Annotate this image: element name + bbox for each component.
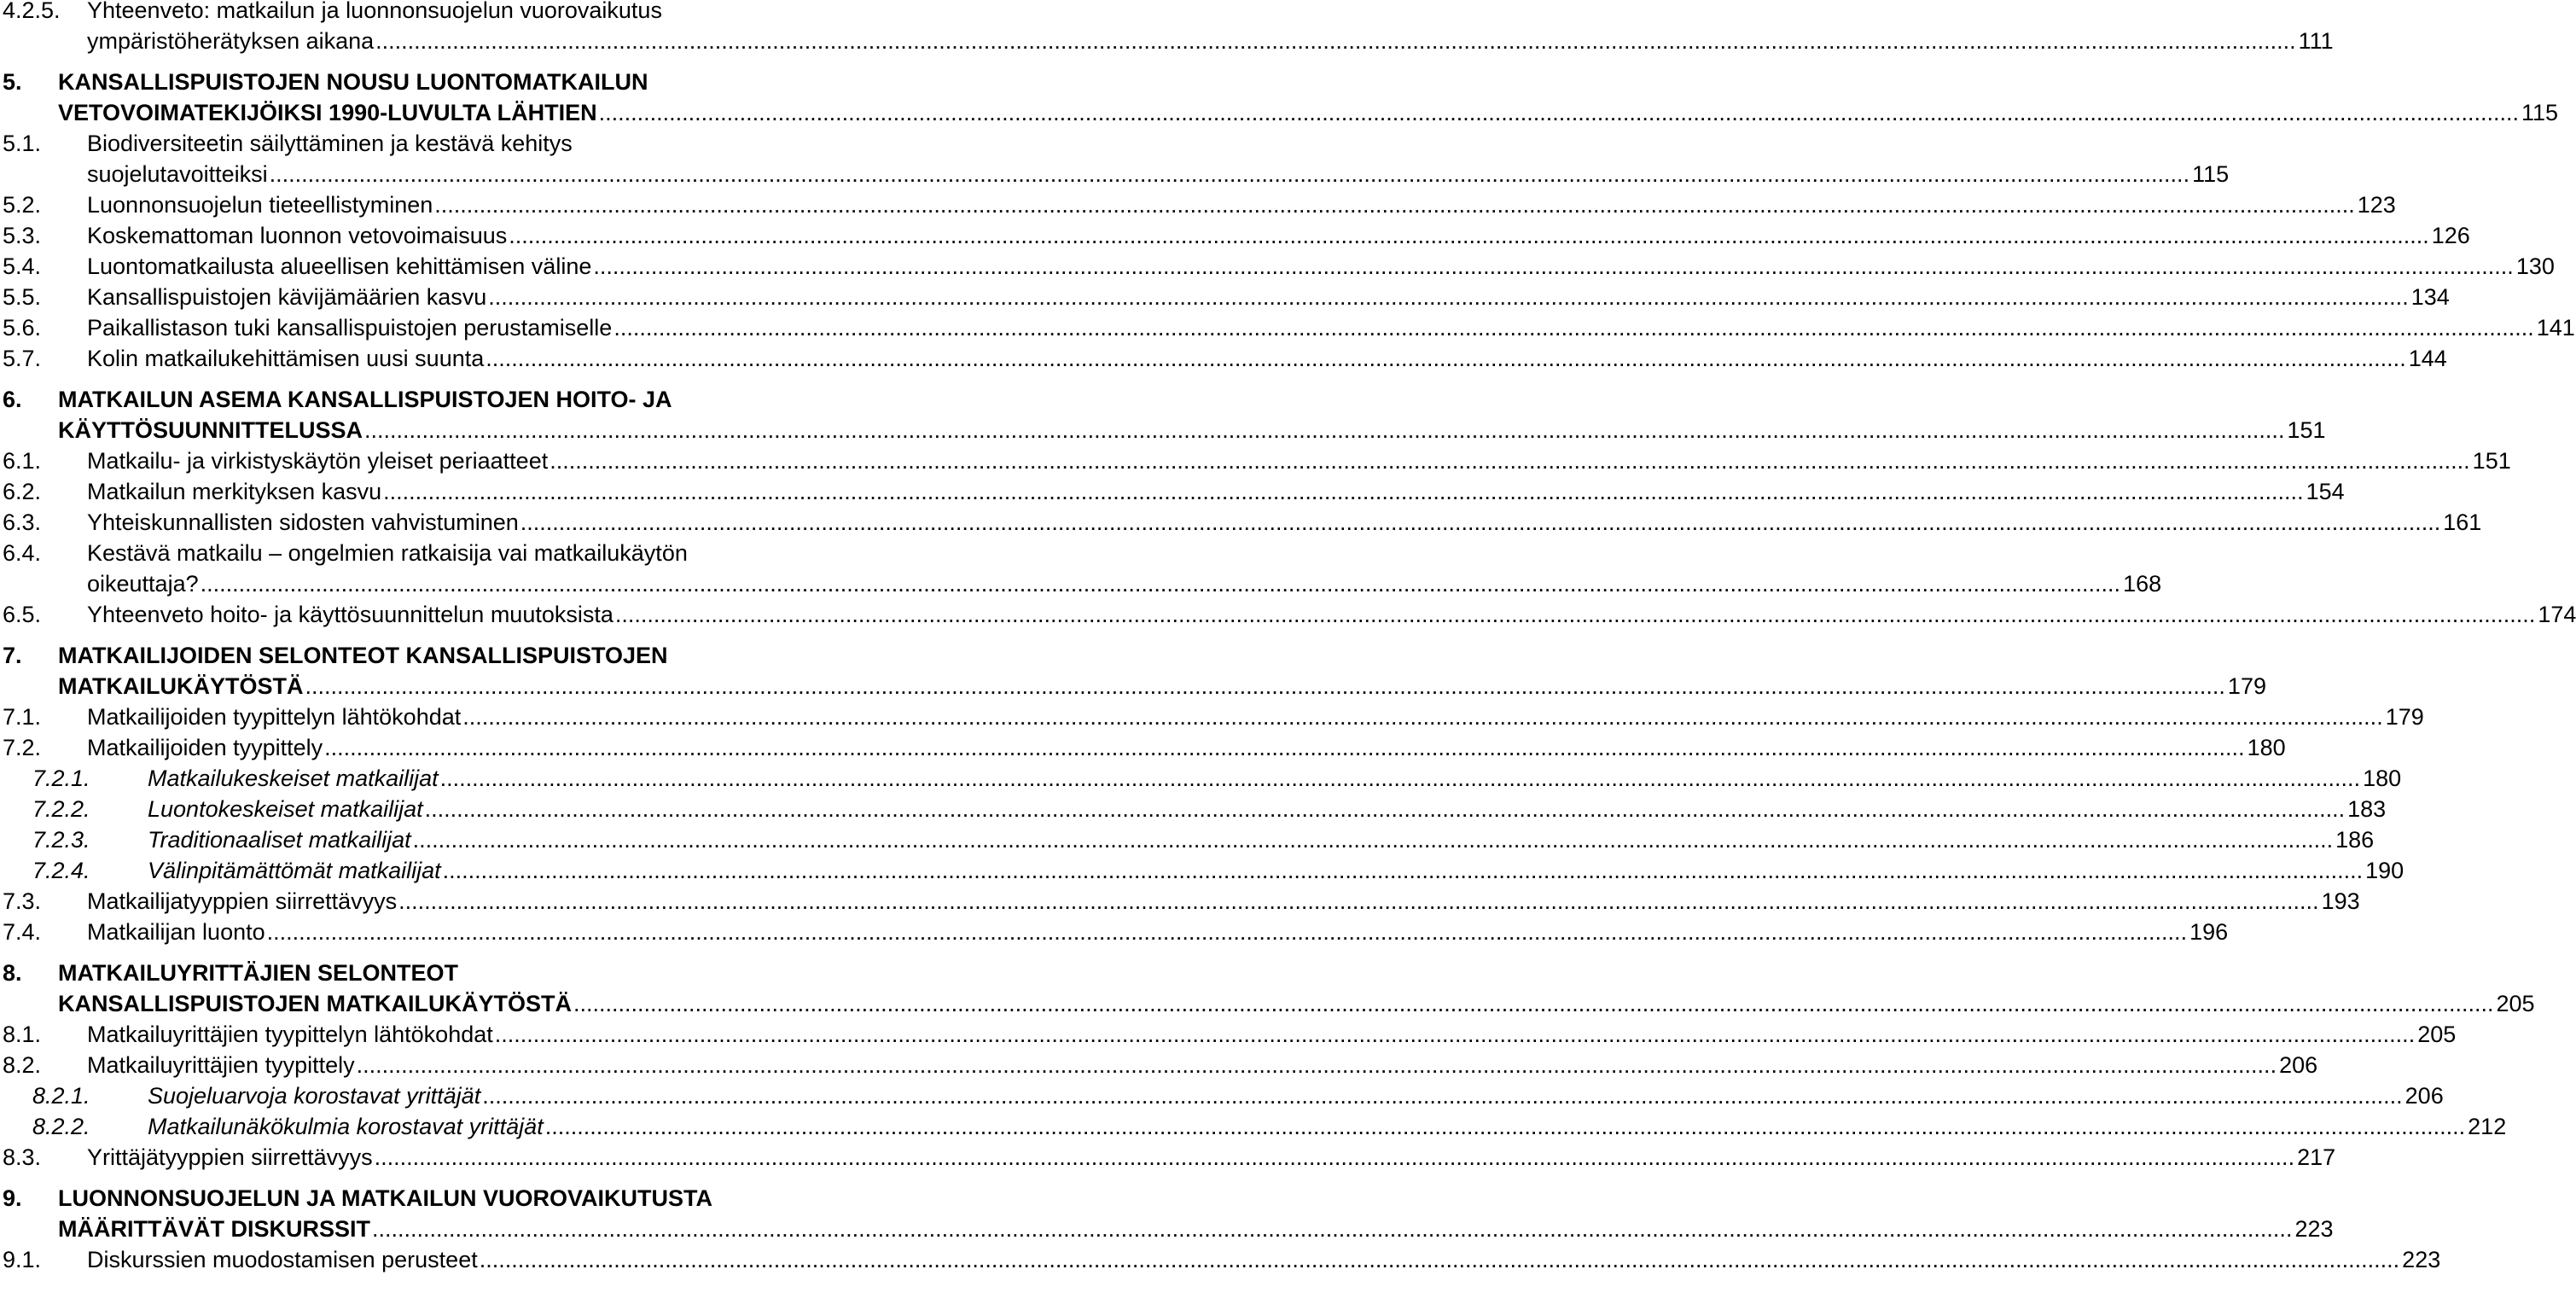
toc-title-block	[87, 732, 2286, 763]
toc-title-line	[87, 1244, 2441, 1275]
dot-leader: ............................................................................................................................................................................................................................................................................................................	[439, 766, 2361, 791]
dot-leader: ............................................................................................................................................................................................................................................................................................................	[412, 827, 2334, 853]
toc-page-number: 161	[2443, 509, 2482, 535]
toc-title: Matkailijoiden tyypittelyn lähtökohdat	[87, 704, 462, 730]
toc-title: Matkailu- ja virkistyskäytön yleiset periaatteet	[87, 448, 549, 474]
toc-title-line	[148, 1111, 2507, 1142]
toc-title-line	[87, 599, 2576, 630]
toc-number: 5.7.	[3, 346, 42, 371]
toc-number: 4.2.5.	[3, 0, 61, 23]
toc-number: 6.1.	[3, 448, 42, 474]
toc-page-number: 151	[2472, 448, 2511, 474]
toc-title-block	[148, 763, 2402, 794]
toc-title-line	[58, 384, 816, 415]
toc-number: 8.2.	[3, 1052, 42, 1078]
toc-title: LUONNONSUOJELUN JA MATKAILUN VUOROVAIKUTUSTA	[58, 1185, 712, 1211]
chapter-spacer	[0, 1173, 819, 1183]
toc-page-number: 190	[2365, 858, 2404, 883]
toc-subsubsection[interactable]	[0, 1111, 2507, 1142]
toc-title: MATKAILUN ASEMA KANSALLISPUISTOJEN HOITO- JA	[58, 387, 672, 412]
toc-page-number: 217	[2297, 1144, 2336, 1170]
chapter-spacer	[0, 947, 819, 958]
toc-number: 9.	[3, 1185, 22, 1211]
toc-title-line	[87, 507, 2482, 538]
toc-number: 5.2.	[3, 192, 42, 218]
toc-title: MÄÄRITTÄVÄT DISKURSSIT	[58, 1216, 370, 1242]
toc-number: 7.2.	[3, 735, 42, 760]
toc-page-number: 206	[2279, 1052, 2318, 1078]
toc-number: 7.3.	[3, 888, 42, 914]
dot-leader: ............................................................................................................................................................................................................................................................................................................	[614, 602, 2536, 627]
toc-section[interactable]	[0, 220, 2470, 251]
toc-section[interactable]	[0, 1244, 2441, 1275]
toc-subsubsection[interactable]	[0, 824, 2375, 855]
toc-subsubsection[interactable]	[0, 1080, 2444, 1111]
toc-page-number: 111	[2298, 28, 2334, 54]
toc-title-block	[87, 220, 2470, 251]
toc-title: suojelutavoitteiksi	[87, 161, 268, 187]
toc-title-line	[87, 732, 2286, 763]
toc-title: Matkailuyrittäjien tyypittelyn lähtökohdat	[87, 1022, 493, 1047]
toc-title: VETOVOIMATEKIJÖIKSI 1990-LUVULTA LÄHTIEN	[58, 100, 597, 125]
toc-number: 8.2.1.	[32, 1083, 90, 1109]
toc-section[interactable]	[0, 1142, 2336, 1173]
dot-leader: ............................................................................................................................................................................................................................................................................................................	[356, 1052, 2277, 1078]
toc-title-line	[148, 1080, 2444, 1111]
dot-leader: ............................................................................................................................................................................................................................................................................................................	[520, 509, 2441, 535]
toc-section[interactable]	[0, 312, 2575, 343]
toc-number: 8.2.2.	[32, 1114, 90, 1139]
toc-title: Matkailunäkökulmia korostavat yrittäjät	[148, 1114, 544, 1139]
toc-title-line	[58, 671, 2266, 702]
toc-title-line	[87, 886, 2360, 917]
toc-title-block	[87, 1019, 2457, 1050]
toc-title-block	[148, 855, 2404, 886]
toc-title-line	[58, 67, 816, 97]
toc-section[interactable]	[0, 702, 2424, 732]
toc-title-block	[58, 958, 2535, 1019]
toc-title-line	[87, 1142, 2336, 1173]
toc-subsubsection[interactable]	[0, 855, 2404, 886]
toc-section[interactable]	[0, 476, 2345, 507]
toc-title-line	[58, 1214, 2334, 1244]
toc-title-block	[148, 1111, 2507, 1142]
toc-title: Suojeluarvoja korostavat yrittäjät	[148, 1083, 481, 1109]
toc-title: MATKAILUKÄYTÖSTÄ	[58, 673, 304, 699]
toc-page-number: 193	[2321, 888, 2360, 914]
toc-title: Luontomatkailusta alueellisen kehittämisen väline	[87, 253, 592, 279]
toc-title-line	[87, 1050, 2318, 1080]
toc-title: KANSALLISPUISTOJEN MATKAILUKÄYTÖSTÄ	[58, 991, 573, 1016]
chapter-spacer	[0, 374, 819, 384]
toc-section[interactable]	[0, 886, 2360, 917]
toc-title: MATKAILIJOIDEN SELONTEOT KANSALLISPUISTOJEN	[58, 643, 668, 668]
toc-title-block	[58, 1183, 2334, 1244]
dot-leader: ............................................................................................................................................................................................................................................................................................................	[442, 858, 2364, 883]
toc-page-number: 115	[2521, 100, 2559, 125]
toc-title-line	[148, 824, 2375, 855]
dot-leader: ............................................................................................................................................................................................................................................................................................................	[305, 673, 2225, 699]
toc-title-block	[87, 702, 2424, 732]
toc-number: 6.3.	[3, 509, 42, 535]
toc-title: ympäristöherätyksen aikana	[87, 28, 375, 54]
toc-section[interactable]	[0, 445, 2511, 476]
toc-section[interactable]	[0, 917, 2229, 947]
toc-title: Koskemattoman luonnon vetovoimaisuus	[87, 223, 508, 248]
toc-chapter[interactable]	[0, 640, 2266, 702]
dot-leader: ............................................................................................................................................................................................................................................................................................................	[598, 100, 2520, 125]
toc-title-block	[87, 0, 2334, 56]
toc-title: oikeuttaja?	[87, 571, 199, 597]
toc-chapter[interactable]	[0, 384, 2326, 445]
toc-chapter[interactable]	[0, 958, 2535, 1019]
toc-title: Traditionaaliset matkailijat	[148, 827, 411, 853]
toc-title: Kestävä matkailu – ongelmien ratkaisija vai matkailukäytön	[87, 540, 688, 566]
dot-leader: ............................................................................................................................................................................................................................................................................................................	[479, 1247, 2400, 1272]
toc-page-number: 123	[2357, 192, 2396, 218]
toc-title-line	[87, 251, 2555, 282]
toc-page-number: 134	[2410, 284, 2450, 310]
toc-section[interactable]	[0, 538, 2162, 599]
toc-title-line	[87, 476, 2345, 507]
toc-number: 6.	[3, 387, 22, 412]
toc-title-line	[87, 702, 2424, 732]
toc-title: Matkailijatyyppien siirrettävyys	[87, 888, 398, 914]
toc-number: 5.5.	[3, 284, 42, 310]
toc-section[interactable]	[0, 0, 2334, 56]
toc-title-line	[87, 220, 2470, 251]
toc-number: 7.	[3, 643, 22, 668]
dot-leader: ............................................................................................................................................................................................................................................................................................................	[266, 919, 2188, 945]
toc-subsubsection[interactable]	[0, 763, 2402, 794]
toc-title-line	[87, 128, 816, 159]
toc-title-block	[87, 445, 2511, 476]
toc-title: MATKAILUYRITTÄJIEN SELONTEOT	[58, 960, 458, 986]
toc-title-line	[87, 189, 2396, 220]
toc-number: 5.4.	[3, 253, 42, 279]
toc-page-number: 168	[2123, 571, 2162, 597]
dot-leader: ............................................................................................................................................................................................................................................................................................................	[486, 346, 2406, 371]
toc-title-line	[148, 794, 2387, 824]
toc-title-line	[58, 415, 2326, 445]
dot-leader: ............................................................................................................................................................................................................................................................................................................	[509, 223, 2429, 248]
toc-title-line	[87, 1019, 2457, 1050]
dot-leader: ............................................................................................................................................................................................................................................................................................................	[462, 704, 2383, 730]
toc-title: Biodiversiteetin säilyttäminen ja kestävä kehitys	[87, 131, 573, 156]
toc-title-block	[58, 384, 2326, 445]
toc-title-line	[58, 97, 2559, 128]
dot-leader: ............................................................................................................................................................................................................................................................................................................	[372, 1216, 2293, 1242]
toc-page-number: 223	[2294, 1216, 2334, 1242]
chapter-spacer	[0, 56, 819, 67]
toc-number: 7.2.1.	[32, 766, 90, 791]
toc-number: 5.	[3, 69, 22, 95]
toc-title-line	[148, 763, 2402, 794]
toc-title-line	[58, 1183, 816, 1214]
toc-number: 5.3.	[3, 223, 42, 248]
toc-title-block	[87, 312, 2575, 343]
toc-title: Matkailijan luonto	[87, 919, 265, 945]
toc-page-number: 151	[2287, 417, 2326, 443]
toc-title-line	[87, 568, 2162, 599]
toc-number: 8.3.	[3, 1144, 42, 1170]
toc-title-line	[58, 640, 816, 671]
dot-leader: ............................................................................................................................................................................................................................................................................................................	[269, 161, 2190, 187]
toc-number: 8.	[3, 960, 22, 986]
toc-title-block	[87, 282, 2450, 312]
toc-page-number: 174	[2538, 602, 2576, 627]
toc-number: 6.2.	[3, 479, 42, 504]
toc-page-number: 183	[2347, 796, 2387, 822]
dot-leader: ............................................................................................................................................................................................................................................................................................................	[424, 796, 2346, 822]
toc-page-number: 186	[2335, 827, 2375, 853]
toc-title-block	[87, 507, 2482, 538]
toc-title-line	[87, 0, 816, 26]
toc-page-number: 144	[2408, 346, 2447, 371]
dot-leader: ............................................................................................................................................................................................................................................................................................................	[375, 28, 2296, 54]
toc-title-block	[87, 128, 2230, 189]
toc-title-block	[87, 886, 2360, 917]
toc-page-number: 126	[2431, 223, 2470, 248]
toc-chapter[interactable]	[0, 67, 2559, 128]
toc-title: Matkailukeskeiset matkailijat	[148, 766, 439, 791]
toc-title: Matkailuyrittäjien tyypittely	[87, 1052, 355, 1078]
toc-page-number: 212	[2468, 1114, 2507, 1139]
dot-leader: ............................................................................................................................................................................................................................................................................................................	[593, 253, 2514, 279]
toc-title: Luontokeskeiset matkailijat	[148, 796, 423, 822]
dot-leader: ............................................................................................................................................................................................................................................................................................................	[324, 735, 2245, 760]
toc-title-line	[87, 917, 2229, 947]
toc-page-number: 205	[2496, 991, 2535, 1016]
toc-chapter[interactable]	[0, 1183, 2334, 1244]
toc-section[interactable]	[0, 507, 2482, 538]
dot-leader: ............................................................................................................................................................................................................................................................................................................	[364, 417, 2285, 443]
toc-page-number: 205	[2417, 1022, 2457, 1047]
toc-section[interactable]	[0, 732, 2286, 763]
dot-leader: ............................................................................................................................................................................................................................................................................................................	[398, 888, 2319, 914]
toc-section[interactable]	[0, 128, 2230, 189]
toc-title-line	[87, 343, 2447, 374]
toc-page-number: 223	[2402, 1247, 2441, 1272]
toc-title: Paikallistason tuki kansallispuistojen perustamiselle	[87, 315, 613, 341]
toc-title-line	[87, 312, 2575, 343]
dot-leader: ............................................................................................................................................................................................................................................................................................................	[544, 1114, 2466, 1139]
dot-leader: ............................................................................................................................................................................................................................................................................................................	[200, 571, 2121, 597]
chapter-spacer	[0, 630, 819, 640]
toc-section[interactable]	[0, 1050, 2318, 1080]
toc-title-block	[87, 599, 2576, 630]
toc-title: Kolin matkailukehittämisen uusi suunta	[87, 346, 485, 371]
toc-title-block	[87, 1244, 2441, 1275]
dot-leader: ............................................................................................................................................................................................................................................................................................................	[550, 448, 2470, 474]
toc-title-line	[148, 855, 2404, 886]
toc-title: Matkailijoiden tyypittely	[87, 735, 323, 760]
toc-title: Yhteenveto: matkailun ja luonnonsuojelun vuorovaikutus	[87, 0, 662, 23]
toc-page-number: 115	[2192, 161, 2230, 187]
dot-leader: ............................................................................................................................................................................................................................................................................................................	[482, 1083, 2403, 1109]
toc-title-block	[87, 917, 2229, 947]
toc-title: KANSALLISPUISTOJEN NOUSU LUONTOMATKAILUN	[58, 69, 648, 95]
toc-title-line	[58, 988, 2535, 1019]
dot-leader: ............................................................................................................................................................................................................................................................................................................	[494, 1022, 2416, 1047]
toc-title: Diskurssien muodostamisen perusteet	[87, 1247, 478, 1272]
toc-number: 5.6.	[3, 315, 42, 341]
toc-page-number: 206	[2404, 1083, 2444, 1109]
toc-title-line	[87, 538, 816, 568]
toc-title: Luonnonsuojelun tieteellistyminen	[87, 192, 433, 218]
toc-title: Välinpitämättömät matkailijat	[148, 858, 441, 883]
toc-section[interactable]	[0, 189, 2396, 220]
toc-section[interactable]	[0, 599, 2576, 630]
toc-number: 9.1.	[3, 1247, 42, 1272]
toc-title: Yrittäjätyyppien siirrettävyys	[87, 1144, 373, 1170]
toc-title-block	[87, 189, 2396, 220]
toc-title-line	[87, 26, 2334, 56]
toc-title-line	[87, 282, 2450, 312]
toc-page-number: 141	[2536, 315, 2575, 341]
toc-title-block	[87, 251, 2555, 282]
toc-title-block	[58, 640, 2266, 702]
toc-page-number: 180	[2247, 735, 2286, 760]
dot-leader: ............................................................................................................................................................................................................................................................................................................	[434, 192, 2355, 218]
dot-leader: ............................................................................................................................................................................................................................................................................................................	[383, 479, 2304, 504]
toc-number: 5.1.	[3, 131, 42, 156]
dot-leader: ............................................................................................................................................................................................................................................................................................................	[374, 1144, 2295, 1170]
toc-page-number: 130	[2515, 253, 2555, 279]
toc-section[interactable]	[0, 343, 2447, 374]
toc-title-block	[148, 1080, 2444, 1111]
toc-title: Matkailun merkityksen kasvu	[87, 479, 382, 504]
toc-page-number: 196	[2189, 919, 2229, 945]
toc-title-block	[148, 824, 2375, 855]
toc-section[interactable]	[0, 251, 2555, 282]
toc-section[interactable]	[0, 282, 2450, 312]
toc-number: 7.2.3.	[32, 827, 90, 853]
toc-title: KÄYTTÖSUUNNITTELUSSA	[58, 417, 363, 443]
toc-title: Yhteenveto hoito- ja käyttösuunnittelun muutoksista	[87, 602, 613, 627]
dot-leader: ............................................................................................................................................................................................................................................................................................................	[488, 284, 2409, 310]
toc-number: 6.4.	[3, 540, 42, 566]
toc-title-line	[87, 159, 2230, 189]
toc-page-number: 179	[2227, 673, 2266, 699]
toc-subsubsection[interactable]	[0, 794, 2387, 824]
toc-number: 7.2.4.	[32, 858, 90, 883]
toc-number: 7.2.2.	[32, 796, 90, 822]
toc-page-number: 154	[2306, 479, 2345, 504]
toc-title-line	[87, 445, 2511, 476]
toc-page-number: 179	[2385, 704, 2424, 730]
toc-section[interactable]	[0, 1019, 2457, 1050]
toc-title-block	[148, 794, 2387, 824]
toc-title: Yhteiskunnallisten sidosten vahvistuminen	[87, 509, 519, 535]
toc-title-line	[58, 958, 816, 988]
toc-title-block	[87, 538, 2162, 599]
toc-number: 6.5.	[3, 602, 42, 627]
toc-title-block	[87, 343, 2447, 374]
toc-title-block	[87, 476, 2345, 507]
dot-leader: ............................................................................................................................................................................................................................................................................................................	[573, 991, 2494, 1016]
toc-title-block	[87, 1050, 2318, 1080]
toc-title-block	[87, 1142, 2336, 1173]
dot-leader: ............................................................................................................................................................................................................................................................................................................	[613, 315, 2534, 341]
toc-number: 8.1.	[3, 1022, 42, 1047]
toc-number: 7.1.	[3, 704, 42, 730]
toc-title: Kansallispuistojen kävijämäärien kasvu	[87, 284, 487, 310]
toc-number: 7.4.	[3, 919, 42, 945]
toc-page-number: 180	[2363, 766, 2402, 791]
toc-title-block	[58, 67, 2559, 128]
